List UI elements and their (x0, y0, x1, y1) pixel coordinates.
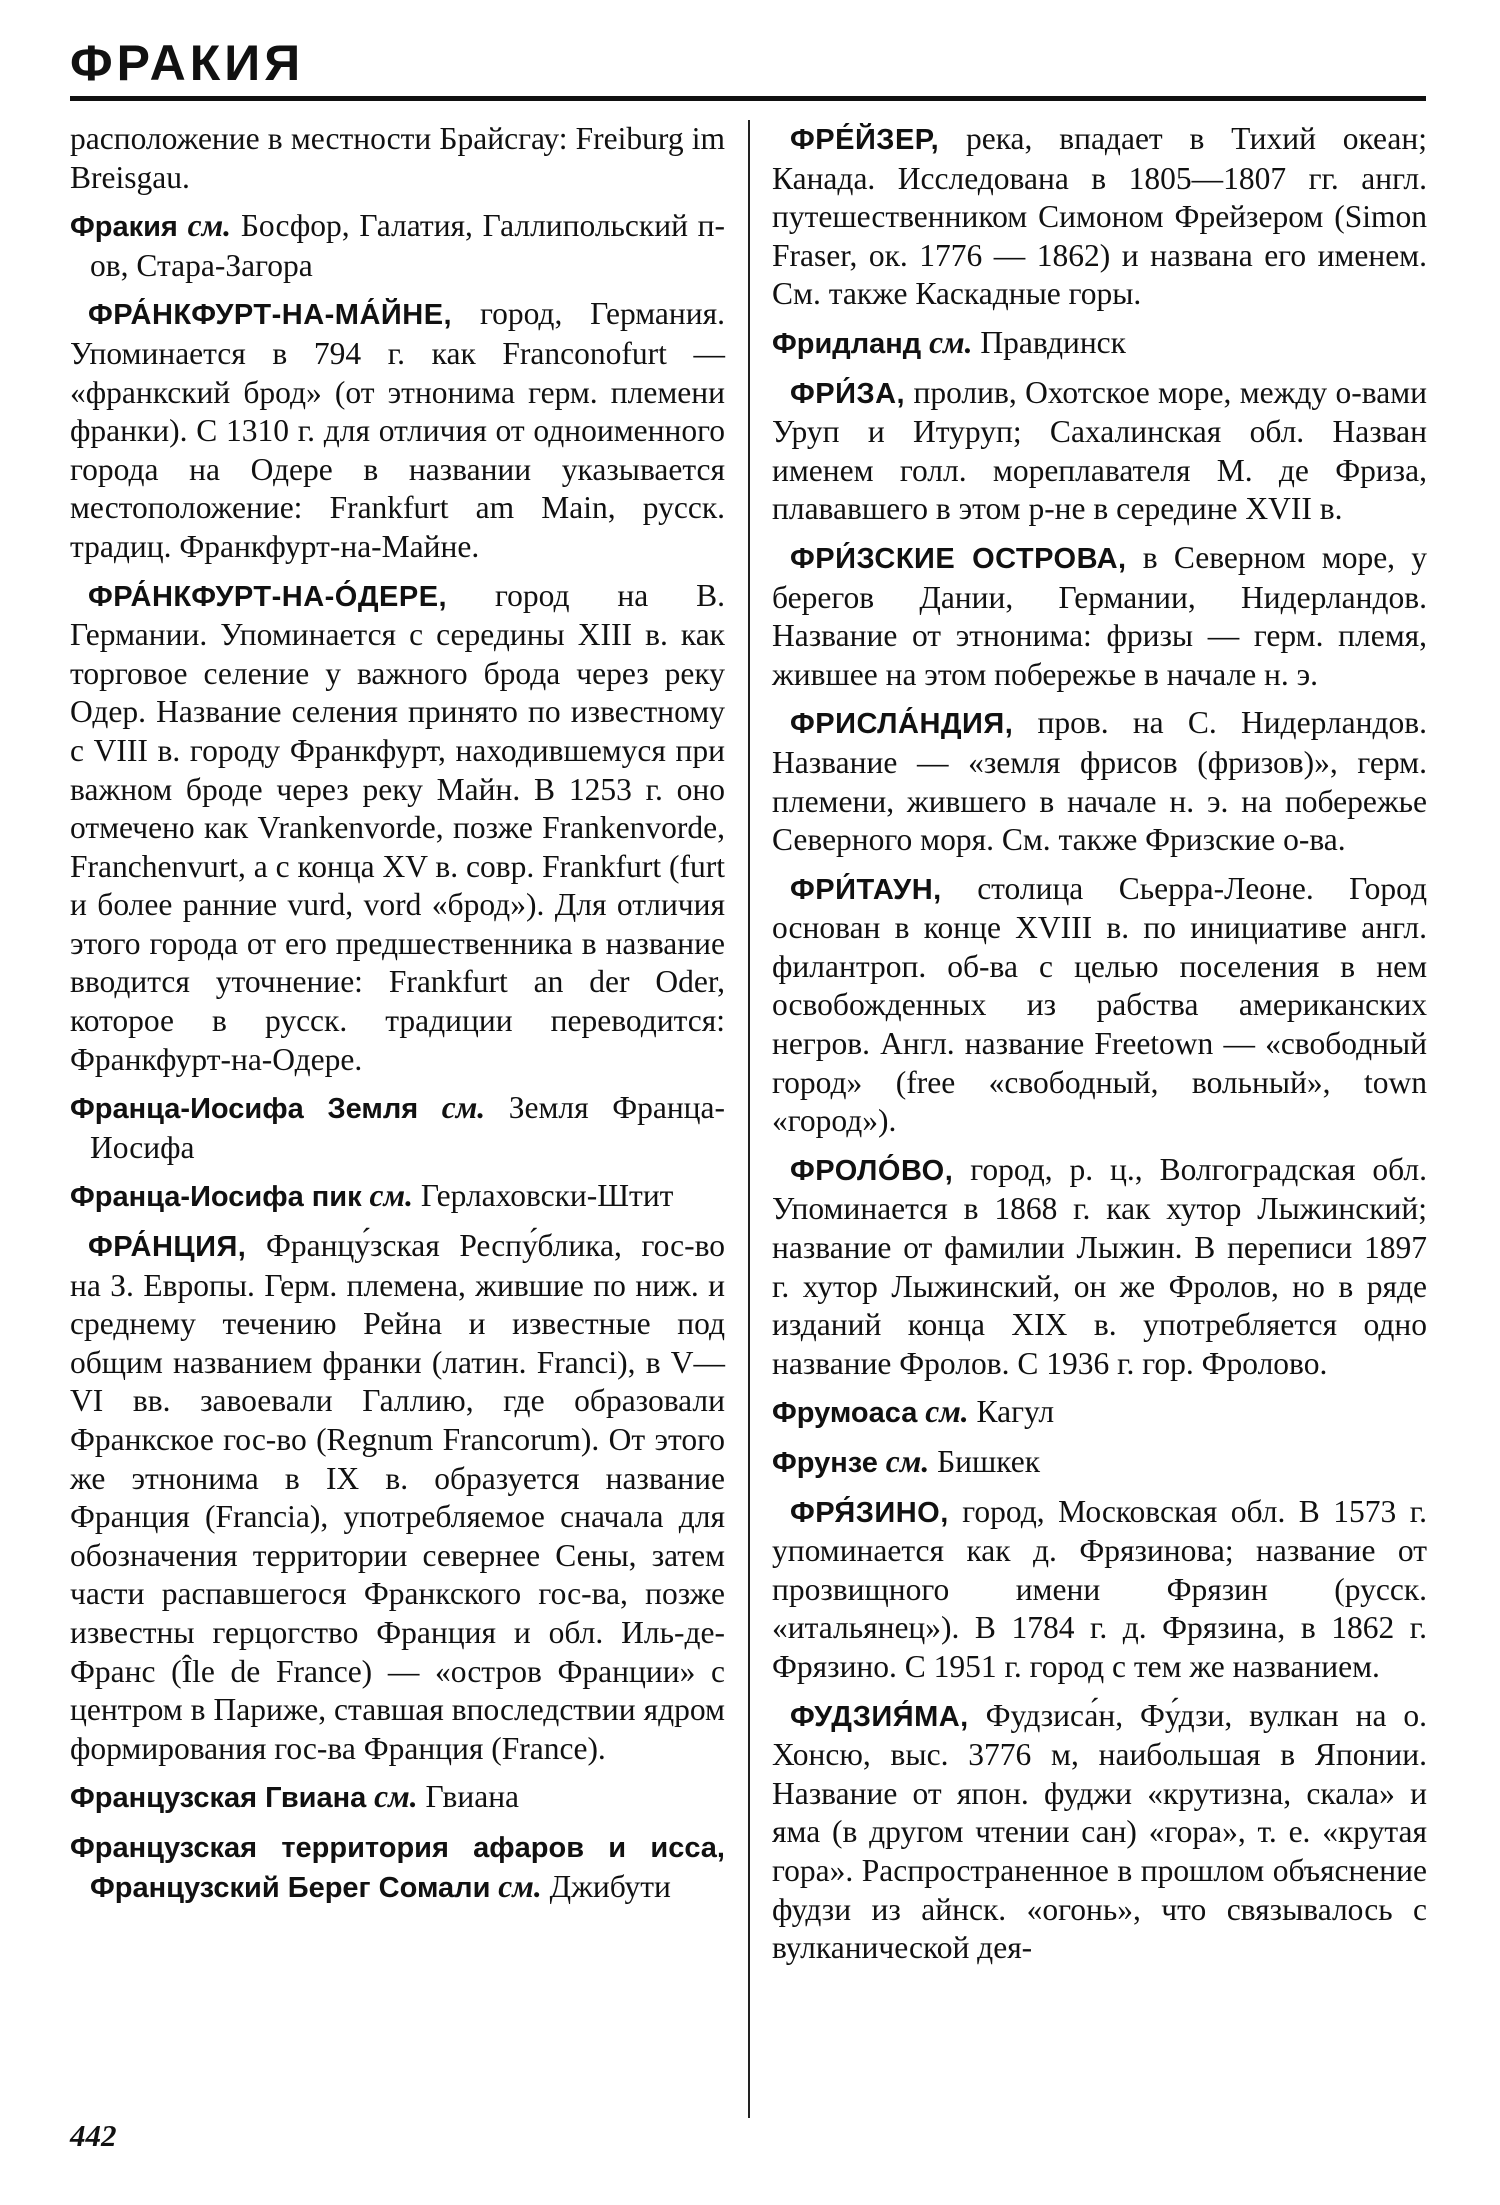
entry-fujiyama (772, 1697, 1427, 1968)
entry-frankfurt-oder (70, 577, 725, 1080)
entry-text: пролив, Охотское море, между о-вами Уруп и Итуруп; Сахалинская обл. Назван именем голл. мореплавателя М. де Фриза, плававшего в этом р-не в середине XVII в. (772, 374, 1428, 527)
entry-text: река, впадает в Тихий океан; Канада. Исследована в 1805—1807 гг. англ. путешественником Симоном Фрейзером (Simon Fraser, ок. 1776 — 1862) и названа его именем. См. также Каскадные горы. (772, 121, 1427, 312)
entry-text: в Северном море, у берегов Дании, Германии, Нидерландов. Название от этнонима: фризы — герм. племя, жившее на этом побережье в начале н. э. (772, 539, 1427, 692)
entry-see: см. (925, 1394, 969, 1430)
entry-headword: ФРИ́ТАУН, (790, 873, 942, 906)
entry-fryazino (772, 1493, 1427, 1687)
left-column (70, 120, 725, 1917)
entry-ref: Герлаховски-Штит (420, 1178, 674, 1214)
column-divider (748, 120, 750, 2118)
entry-headword: ФРИ́ЗА, (790, 377, 906, 410)
page-header-title: ФРАКИЯ (70, 35, 305, 91)
entry-headword: ФРА́НКФУРТ-НА-О́ДЕРЕ, (88, 580, 448, 613)
entry-friza (772, 374, 1427, 529)
entry-franz-josef-peak (70, 1177, 725, 1217)
entry-text: столица Сьерра-Леоне. Город основан в конце XVIII в. по инициативе англ. филантроп. об-ва с целью поселения в нем освобожденных из рабства американских негров. Англ. название Freetown — «свободный город» (free «свободный, вольный», town «город»). (772, 870, 1427, 1139)
entry-ref: Земля Франца-Иосифа (90, 1090, 725, 1165)
entry-see: см. (187, 208, 232, 244)
entry-headword: ФРЕ́ЙЗЕР, (790, 124, 940, 156)
entry-text: город, Германия. Упоминается в 794 г. как Franconofurt — «франкский брод» (от этнонима герм. племени франки). С 1310 г. для отличия от одноименного города на Одере в названии указывается местоположение: Frankfurt am Main, русск. традиц. Франкфурт-на-Майне. (70, 296, 725, 564)
entry-friesland (772, 704, 1427, 859)
entry-see: см. (498, 1868, 542, 1904)
entry-frumoasa (772, 1393, 1427, 1433)
entry-headword: ФРИСЛА́НДИЯ, (790, 708, 1014, 741)
entry-text: пров. на С. Нидерландов. Название — «земля фрисов (фризов)», герм. племени, жившего в начале н. э. на побережье Северного моря. См. также Фризские о-ва. (772, 705, 1427, 858)
entry-head: Французская территория афаров и исса, Французский Берег Сомали (70, 1831, 725, 1904)
entry-friedland (772, 324, 1427, 364)
entry-headword: ФРА́НКФУРТ-НА-МА́ЙНЕ, (88, 299, 453, 332)
entry-text: город на В. Германии. Упоминается с середины XIII в. как торговое селение у важного брода через реку Одер. Название селения принято по известному с VIII в. городу Франкфурт, находившемуся при важном броде через реку Майн. В 1253 г. оно отмечено как Vrankenvorde, позже Frankenvorde, Franchenvurt, а с конца XV в. совр. Frankfurt (furt и более ранние vurd, vord «брод»). Для отличия этого города от его предшественника в название вводится уточнение: Frankfurt an der Oder, которое в русск. традиции переводится: Франкфурт-на-Одере. (70, 577, 726, 1077)
entry-head: Французская Гвиана (70, 1782, 367, 1815)
entry-head: Франца-Иосифа Земля (70, 1093, 419, 1126)
entry-see: см. (441, 1090, 486, 1126)
entry-frolovo (772, 1151, 1427, 1384)
entry-frunze (772, 1443, 1427, 1483)
entry-headword: ФУДЗИЯ́МА, (790, 1700, 969, 1733)
entry-head: Фридланд (772, 327, 922, 360)
entry-headword: ФРИ́ЗСКИЕ ОСТРОВА, (790, 542, 1127, 575)
entry-see: см. (929, 324, 973, 360)
entry-see: см. (885, 1444, 930, 1479)
entry-text: город, Московская обл. В 1573 г. упоминается как д. Фрязинова; название от прозвищного имени Фрязин (русск. «итальянец»). В 1784 г. д. Фрязина, в 1862 г. Фрязино. С 1951 г. город с тем же названием. (772, 1493, 1427, 1684)
entry-head: Фрунзе (772, 1447, 878, 1479)
entry-headword: ФРЯ́ЗИНО, (790, 1496, 949, 1529)
entry-ref: Джибути (549, 1868, 671, 1904)
entry-france (70, 1227, 725, 1768)
entry-frakiya (70, 207, 725, 285)
entry-afars-issas (70, 1828, 725, 1907)
entry-text: город, р. ц., Волгоградская обл. Упоминается в 1868 г. как хутор Лыжинский; название от фамилии Лыжин. В переписи 1897 г. хутор Лыжинский, он же Фролов, но в ряде изданий конца XIX в. употребляется одно название Фролов. С 1936 г. гор. Фролово. (772, 1151, 1427, 1381)
entry-ref: Босфор, Галатия, Галлипольский п-ов, Стара-Загора (90, 208, 726, 283)
entry-continuation: расположение в местности Брайсгау: Freiburg im Breisgau. (70, 121, 725, 195)
page-number: 442 (70, 2118, 117, 2153)
entry-head: Фрумоаса (772, 1397, 918, 1430)
entry-head: Франца-Иосифа пик (70, 1181, 362, 1214)
right-column (772, 120, 1427, 1978)
entry-french-guiana (70, 1778, 725, 1818)
entry-ref: Кагул (976, 1394, 1055, 1430)
entry-ref: Гвиана (425, 1779, 520, 1815)
header-rule (70, 96, 1426, 101)
entry-frisian-islands (772, 539, 1427, 694)
entry-frankfurt-main (70, 295, 725, 566)
entry-freetown (772, 870, 1427, 1141)
entry-headword: ФРОЛО́ВО, (790, 1154, 954, 1187)
entry-see: см. (369, 1178, 413, 1214)
entry-ref: Правдинск (980, 324, 1126, 360)
entry-text: Францу́зская Респу́блика, гос-во на З. Европы. Герм. племена, жившие по ниж. и среднему течению Рейна и известные под общим названием франки (латин. Franci), в V—VI вв. завоевали Галлию, где образовали Франкское гос-во (Regnum Francorum). От этого же этнонима в IX в. образуется название Франция (Francia), употребляемое сначала для обозначения территории севернее Сены, затем части распавшегося Франкского гос-ва, позже известны герцогство Франция и обл. Иль-де-Франс (Île de France) — «остров Франции» с центром в Париже, ставшая впоследствии ядром формирования гос-ва Франция (France). (70, 1228, 725, 1766)
entry-franz-josef-land (70, 1089, 725, 1167)
entry-see: см. (374, 1779, 418, 1815)
entry-text: Фудзиса́н, Фу́дзи, вулкан на о. Хонсю, выс. 3776 м, наибольшая в Японии. Название от япон. фуджи «крутизна, скала» и яма (в другом чтении сан) «гора», т. е. «крутая гора». Распространенное в прошлом объяснение фудзи из айнск. «огонь», что связывалось с вулканической дея- (772, 1697, 1428, 1966)
entry-fraser (772, 120, 1427, 314)
entry-head: Фракия (70, 211, 178, 244)
entry-headword: ФРА́НЦИЯ, (88, 1231, 247, 1264)
entry-ref: Бишкек (937, 1444, 1041, 1479)
